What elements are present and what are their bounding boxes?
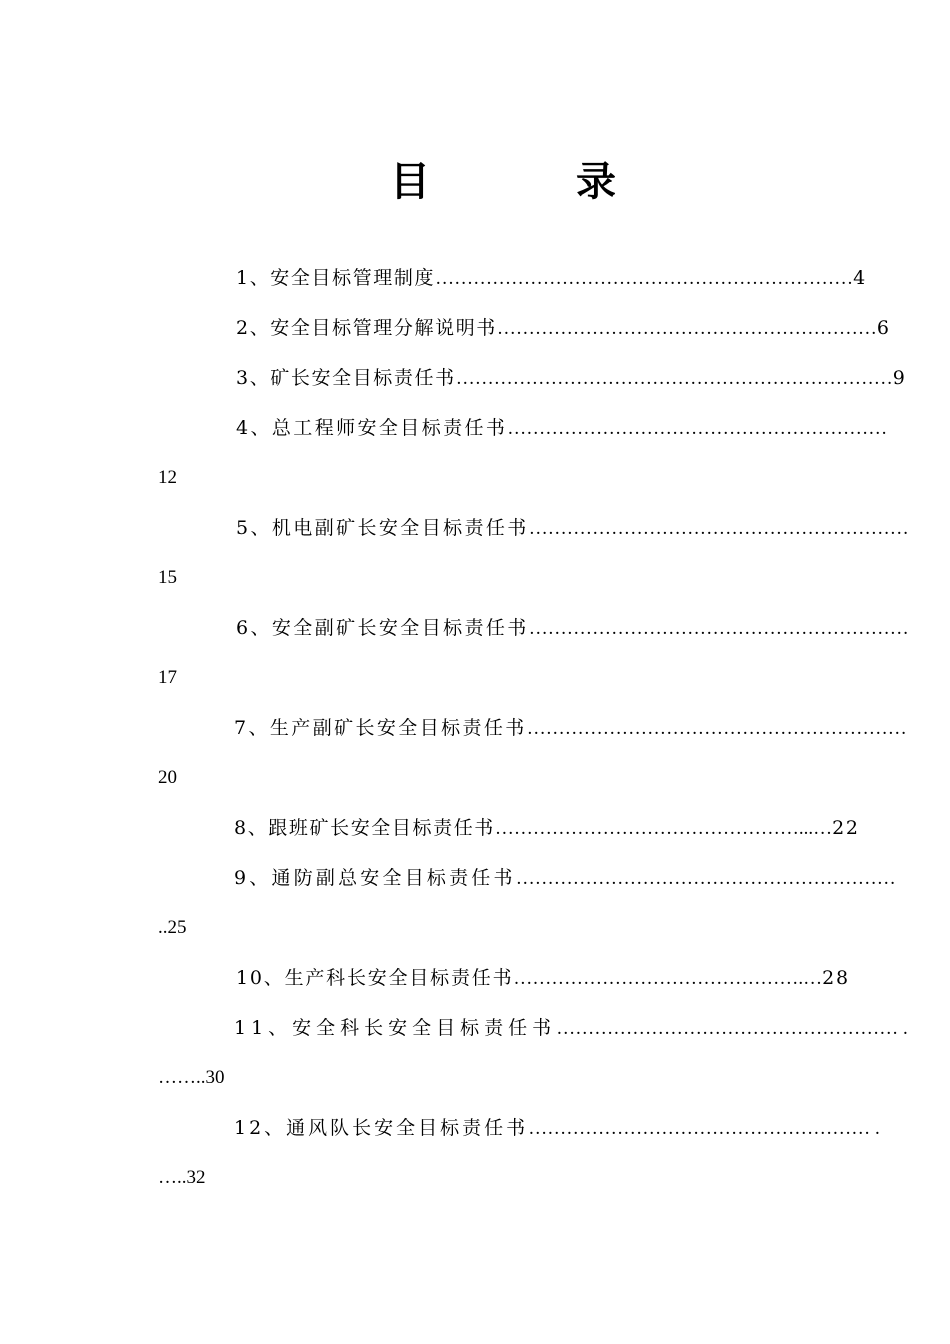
toc-entry-8[interactable] [234, 815, 860, 842]
toc-entry-11[interactable] [234, 1015, 908, 1042]
toc-entry-text: 10、生产科长安全目标责任书 [236, 967, 514, 989]
toc-entry-1[interactable] [236, 265, 867, 292]
toc-leader-dots: …………………………………………………… [496, 318, 877, 339]
toc-leader-dots: ……………………………………………… . [528, 1118, 880, 1139]
toc-entry-4[interactable] [236, 415, 887, 442]
toc-leader-dots: …………………………………………………… [507, 418, 888, 439]
toc-leader-dots: …………………………………………………… [526, 718, 907, 739]
toc-entry-6[interactable] [236, 615, 909, 642]
toc-entry-7[interactable] [234, 715, 907, 742]
toc-page-number-wrapped: 15 [158, 567, 177, 588]
toc-entry-text: 12、通风队长安全目标责任书 [234, 1117, 529, 1139]
toc-leader-dots: ………………………………………………………… [435, 268, 854, 289]
toc-page-number-wrapped: 12 [158, 467, 177, 488]
toc-leader-dots: …………………………………………………… [515, 868, 896, 889]
toc-entry-9[interactable] [234, 865, 896, 892]
toc-entry-text: 1、安全目标管理制度 [236, 267, 436, 289]
toc-entry-text: 7、生产副矿长安全目标责任书 [234, 717, 527, 739]
toc-entry-2[interactable] [236, 315, 891, 342]
title-char-2: 录 [576, 159, 616, 205]
toc-entry-text: 2、安全目标管理分解说明书 [236, 317, 497, 339]
toc-page-number: 4 [853, 267, 867, 289]
toc-leader-dots: …………………………………………………………… [455, 368, 893, 389]
toc-entry-text: 8、跟班矿长安全目标责任书 [234, 817, 495, 839]
toc-entry-text: 9、通防副总安全目标责任书 [234, 867, 516, 889]
toc-leader-dots: …………………………………………………… [528, 618, 909, 639]
toc-leader-dots: …………………………………………………… [528, 518, 909, 539]
toc-leader-dots: …………………………………………...… [494, 818, 833, 839]
toc-page-number-wrapped: 17 [158, 667, 177, 688]
toc-leader-dots: ……………………………………………… . [556, 1018, 908, 1039]
toc-leader-dots: ……………………………………….… [513, 968, 823, 989]
toc-entry-text: 6、安全副矿长安全目标责任书 [236, 617, 529, 639]
toc-page-number: 22 [832, 817, 860, 839]
toc-entry-3[interactable] [236, 365, 906, 392]
toc-entry-12[interactable] [234, 1115, 880, 1142]
toc-page-number: 28 [822, 967, 850, 989]
toc-entry-text: 3、矿长安全目标责任书 [236, 367, 456, 389]
toc-page-number-wrapped: 20 [158, 767, 177, 788]
toc-entry-5[interactable] [236, 515, 909, 542]
toc-page-number: 6 [876, 317, 891, 339]
toc-page-number: 9 [892, 367, 907, 389]
toc-entry-text: 5、机电副矿长安全目标责任书 [236, 517, 529, 539]
toc-page-number-wrapped: …..32 [158, 1167, 206, 1188]
toc-entry-text: 11、安全科长安全目标责任书 [234, 1017, 557, 1039]
toc-entry-text: 4、总工程师安全目标责任书 [236, 417, 508, 439]
toc-page-number-wrapped: ……..30 [158, 1067, 225, 1088]
title-char-1: 目 [390, 159, 430, 205]
toc-page-number-wrapped: ..25 [158, 917, 187, 938]
toc-entry-10[interactable] [236, 965, 850, 992]
